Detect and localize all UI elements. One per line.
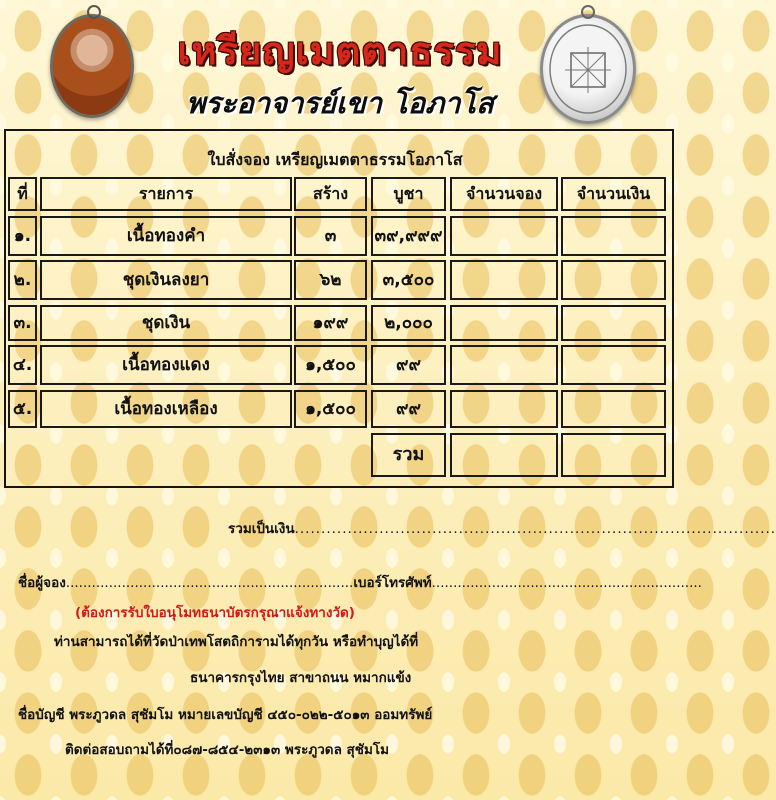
- column-header: ที่: [17, 184, 28, 203]
- table-cell-text: ๕.: [12, 399, 33, 419]
- table-cell-text: ชุดเงินลงยา: [122, 270, 210, 290]
- table-cell-text: ๓,๕๐๐: [382, 270, 435, 290]
- booker-name-label: ชื่อผู้จอง: [18, 575, 66, 591]
- column-header: รายการ: [138, 184, 194, 203]
- header: [0, 0, 678, 128]
- total-money-line: รวมเป็นเงิน...........................................................................................: [228, 521, 776, 537]
- phone-label: เบอร์โทรศัพท์: [353, 575, 432, 591]
- total-amount-cell: [450, 433, 558, 477]
- column-header: บูชา: [393, 184, 424, 203]
- page-title: เหรียญเมตตาธรรม: [177, 28, 503, 73]
- column-header: จำนวนจอง: [465, 184, 542, 203]
- contact-line: ติดต่อสอบถามได้ที่๐๘๗-๘๕๔-๒๓๑๓ พระภูวดล สุชัมโม: [65, 742, 389, 758]
- table-cell: [561, 390, 666, 428]
- table-cell-text: ๒.: [13, 270, 32, 290]
- monk-portrait: [50, 14, 134, 118]
- table-cell: [561, 305, 666, 341]
- total-money-cell: [561, 433, 666, 477]
- medal-image: [540, 14, 636, 124]
- form-title: ใบสั่งจอง เหรียญเมตตาธรรมโอภาโส: [207, 150, 463, 169]
- table-cell: [561, 345, 666, 385]
- table-cell-text: ๑,๕๐๐: [305, 355, 356, 375]
- table-cell: [450, 345, 558, 385]
- table-cell-text: ๔.: [12, 355, 33, 375]
- table-cell-text: ชุดเงิน: [141, 313, 191, 333]
- table-cell-text: ๑,๕๐๐: [305, 399, 356, 419]
- table-cell-text: ๖๒: [319, 270, 342, 290]
- receipt-note: (ต้องการรับใบอนุโมทธนาบัตรกรุณาแจ้งทางวัด): [75, 605, 355, 621]
- table-cell-text: เนื้อทองแดง: [122, 355, 210, 375]
- account-line: ชื่อบัญชี พระภูวดล สุชัมโม หมายเลขบัญชี ๔๕๐-๐๒๒-๕๐๑๓ ออมทรัพย์: [18, 707, 433, 723]
- column-header: จำนวนเงิน: [576, 184, 651, 203]
- table-cell-text: ๒,๐๐๐: [384, 313, 433, 333]
- page-subtitle: พระอาจารย์เขา โอภาโส: [186, 86, 494, 120]
- table-cell-text: ๓๙,๙๙๙: [374, 226, 443, 246]
- table-cell: [450, 390, 558, 428]
- table-cell: [450, 260, 558, 300]
- table-cell-text: ๙๙: [396, 399, 421, 419]
- table-cell-text: เนื้อทองคำ: [126, 226, 206, 246]
- table-cell: [450, 305, 558, 341]
- table-cell-text: ๑.: [13, 226, 32, 246]
- table-cell-text: ๑๙๙: [312, 313, 349, 333]
- table-cell: [561, 216, 666, 256]
- table-cell: [561, 260, 666, 300]
- table-cell-text: ๓.: [13, 313, 32, 333]
- column-header: สร้าง: [312, 184, 349, 203]
- table-cell-text: ๙๙: [396, 355, 421, 375]
- table-cell-text: ๓: [324, 226, 337, 246]
- table-cell: [450, 216, 558, 256]
- bank-line: ธนาคารกรุงไทย สาขาถนน หมากแข้ง: [190, 670, 412, 686]
- total-label: รวม: [392, 444, 425, 465]
- table-cell-text: เนื้อทองเหลือง: [114, 399, 218, 419]
- total-money-label: รวมเป็นเงิน: [228, 521, 295, 537]
- booker-line: ชื่อผู้จอง...................................................................เบอร์โทรศัพท์...............................................................: [18, 575, 702, 591]
- visit-line: ท่านสามารถได้ที่วัดป่าเทพโสตถิการามได้ทุกวัน หรือทำบุญได้ที่: [54, 634, 419, 650]
